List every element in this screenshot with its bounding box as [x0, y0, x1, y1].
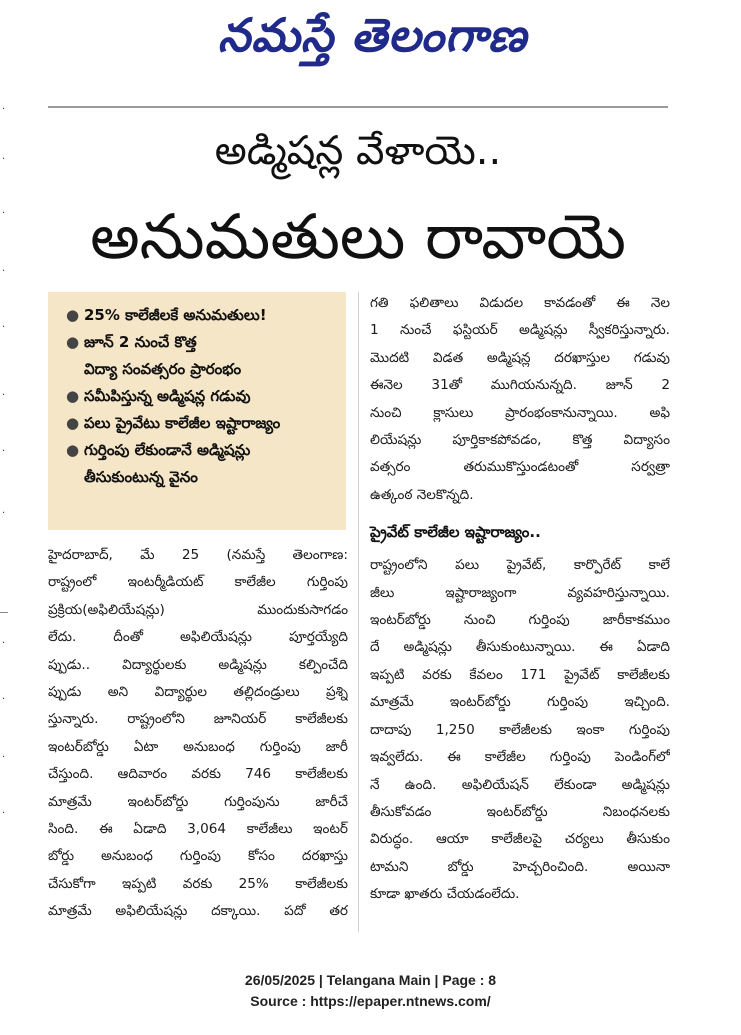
publication-info: 26/05/2025 | Telangana Main | Page : 8: [244, 972, 497, 988]
body-line: రాష్ట్రంలో ఇంటర్మీడియట్ కాలేజీల గుర్తింపు: [48, 574, 348, 591]
bullet-icon: ●: [66, 333, 80, 351]
highlights-box: [48, 292, 346, 530]
highlight-item: ● సమీపిస్తున్న అడ్మిషన్ల గడువు: [62, 383, 340, 410]
body-line: ఈనెల 31తో ముగియనున్నది. జూన్ 2: [370, 377, 670, 394]
body-line: ఉత్కంఠ నెలకొన్నది.: [370, 486, 474, 503]
body-line: బోర్డు అనుబంధ గుర్తింపు కోసం దరఖాస్తు: [48, 848, 348, 865]
body-line: ఇప్పటి వరకు కేవలం 171 ప్రైవేట్ కాలేజీలకు: [370, 666, 670, 683]
body-line: వత్సరం తరుముకొస్తుండటంతో సర్వత్రా: [370, 459, 670, 476]
bullet-icon: ●: [66, 414, 80, 432]
body-line: గతి ఫలితాలు విడుదల కావడంతో ఈ నెల: [370, 295, 670, 311]
body-line: లేదు. దీంతో అఫిలియేషన్లు పూర్తయ్యేది: [48, 629, 348, 646]
bullet-icon: ●: [66, 387, 80, 405]
body-line: ఇవ్వలేదు. ఈ కాలేజీల గుర్తింపు పెండింగ్‌లో: [370, 749, 670, 766]
bullet-icon: ●: [66, 441, 80, 459]
page-footer: [0, 970, 741, 1012]
body-line: దే అడ్మిషన్లు తీసుకుంటున్నాయి. ఈ ఏడాది: [370, 639, 670, 656]
article-headline: అనుమతులు రావాయె: [90, 200, 626, 273]
article-kicker: అడ్మిషన్ల వేళాయె..: [214, 128, 502, 174]
article-body-left-column: [48, 542, 348, 926]
adjacent-column-rule: [0, 612, 8, 613]
masthead-divider: [48, 106, 668, 108]
body-line: రాష్ట్రంలోని పలు ప్రైవేట్, కార్పొరేట్ కాలే: [370, 557, 670, 574]
highlight-item: ● గుర్తింపు లేకుండానే అడ్మిషన్లు తీసుకుంటున్న వైనం: [62, 437, 340, 491]
body-line: హైదరాబాద్, మే 25 (నమస్తే తెలంగాణ:: [48, 547, 348, 563]
source-link[interactable]: Source : https://epaper.ntnews.com/: [250, 993, 491, 1009]
body-line: మాత్రమే అఫిలియేషన్లు దక్కాయి. పదో తర: [48, 903, 348, 920]
highlights-list: [62, 302, 340, 491]
body-line: టామని బోర్డు హెచ్చరించింది. అయినా: [370, 858, 670, 875]
adjacent-column-edge: · · · · · · · · · · · ·: [2, 104, 6, 819]
body-line: మొదటి విడత అడ్మిషన్ల దరఖాస్తుల గడువు: [370, 349, 670, 366]
column-divider: [358, 292, 359, 932]
body-line: తీసుకోవడం ఇంటర్‌బోర్డు నిబంధనలకు: [370, 803, 670, 820]
body-line: మాత్రమే ఇంటర్‌బోర్డు గుర్తింపును జారీచే: [48, 793, 348, 810]
section-subheading: ప్రైవేట్ కాలేజీల ఇష్టారాజ్యం..: [370, 523, 541, 542]
body-line: చేస్తుంది. ఆదివారం వరకు 746 కాలేజీలకు: [48, 766, 348, 783]
newspaper-masthead: నమస్తే తెలంగాణ: [217, 8, 528, 62]
body-line: ప్రక్రియ(అఫిలియేషన్లు) ముందుకుసాగడం: [48, 601, 348, 618]
body-line: విరుద్ధం. ఆయా కాలేజీలపై చర్యలు తీసుకుం: [370, 831, 670, 848]
body-line: ప్పుడు అని విద్యార్థుల తల్లిదండ్రులు ప్రశ్ని: [48, 684, 348, 701]
body-line: నే ఉంది. అఫిలియేషన్ లేకుండా అడ్మిషన్లు: [370, 776, 670, 793]
body-line: 1 నుంచే ఫస్టియర్ అడ్మిషన్లు స్వీకరిస్తున్నారు.: [370, 322, 670, 339]
article-body-right-column: [370, 290, 670, 909]
body-line: ఇంటర్‌బోర్డు ఏటా అనుబంధ గుర్తింపు జారీ: [48, 738, 348, 755]
body-line: సింది. ఈ ఏడాది 3,064 కాలేజీలు ఇంటర్: [48, 821, 348, 838]
body-line: ప్పుడు.. విద్యార్థులకు అడ్మిషన్లు కల్పించేది: [48, 656, 348, 673]
body-line: కూడా ఖాతరు చేయడంలేదు.: [370, 886, 520, 903]
highlight-item: ● పలు ప్రైవేటు కాలేజీల ఇష్టారాజ్యం: [62, 410, 340, 437]
highlight-item: ● జూన్ 2 నుంచే కొత్త విద్యా సంవత్సరం ప్రారంభం: [62, 329, 340, 383]
body-line: చేసుకోగా ఇప్పటి వరకు 25% కాలేజీలకు: [48, 875, 348, 892]
body-line: జీలు ఇష్టారాజ్యంగా వ్యవహరిస్తున్నాయి.: [370, 584, 670, 601]
body-line: ఇంటర్‌బోర్డు నుంచి గుర్తింపు జారీకాకముం: [370, 612, 670, 629]
bullet-icon: ●: [66, 306, 80, 324]
body-line: దాదాపు 1,250 కాలేజీలకు ఇంకా గుర్తింపు: [370, 721, 670, 738]
body-line: స్తున్నారు. రాష్ట్రంలోని జూనియర్ కాలేజీలకు: [48, 711, 348, 728]
body-line: మాత్రమే ఇంటర్‌బోర్డు గుర్తింపు ఇచ్చింది.: [370, 694, 670, 711]
body-line: లియేషన్లు పూర్తికాకపోవడం, కొత్త విద్యాసం: [370, 432, 670, 449]
body-line: నుంచి క్లాసులు ప్రారంభంకానున్నాయి. అఫి: [370, 404, 670, 421]
highlight-item: ● 25% కాలేజీలకే అనుమతులు!: [62, 302, 340, 329]
